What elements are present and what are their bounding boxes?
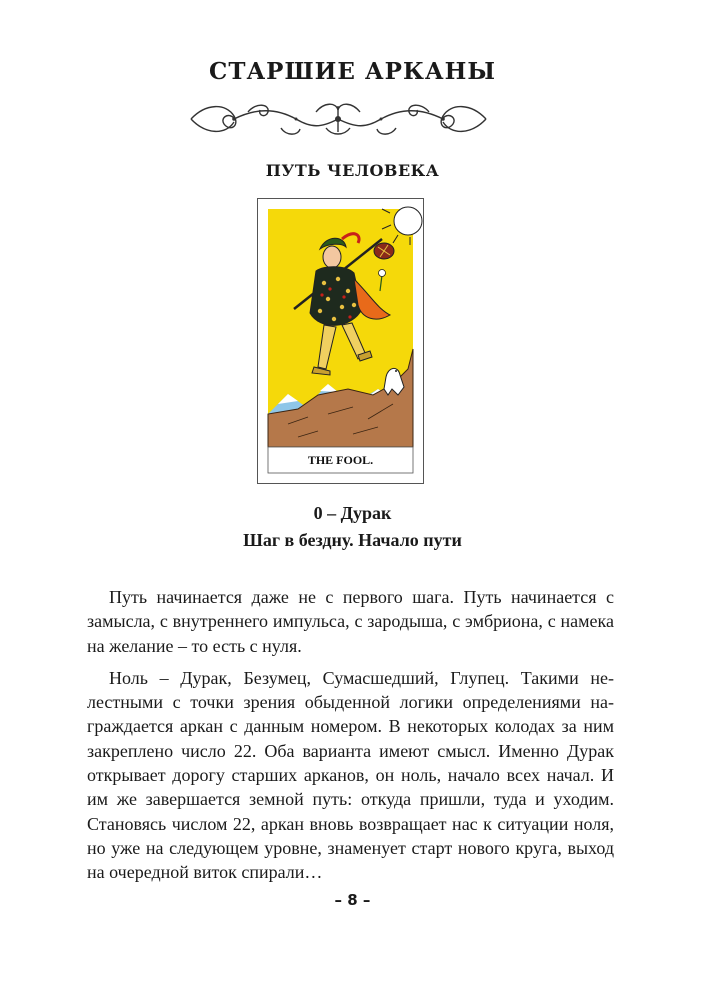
card-subtitle: Шаг в бездну. Начало пути: [243, 530, 462, 550]
body-text: [87, 585, 614, 893]
section-title: ПУТЬ ЧЕЛОВЕКА: [265, 161, 440, 180]
bundle-icon: [374, 243, 394, 259]
page-number: – 8 –: [334, 891, 371, 909]
card-label: THE FOOL.: [307, 453, 374, 467]
tarot-card: [257, 198, 424, 484]
chapter-title: СТАРШИЕ АРКАНЫ: [209, 58, 496, 85]
card-number-title: 0 – Дурак: [313, 503, 392, 523]
fool-card-illustration: [258, 199, 423, 483]
paragraph: Путь начинается даже не с первого шага. Путь начинается с замысла, с внутреннего импульса, с зародыша, с эмбриона, с намека на желание – то есть с нуля.: [87, 587, 614, 656]
paragraph: Ноль – Дурак, Безумец, Сумасшедший, Глупец. Такими нелестными с точки зрения обыденной логики определениями награждается аркан с данным номером. В некоторых колодах за ним закреплено число 22. Оба варианта имеют смысл. Именно Дурак открывает дорогу старших арканов, он ноль, начало всех начал. И им же завершается земной путь: откуда пришли, туда и уходим. Становясь числом 22, аркан вновь возвращает нас к ситуации ноля, но уже на следующем уровне, знаменует старт нового круга, выход на очередной виток спирали…: [87, 667, 614, 883]
ornament-divider: [186, 98, 491, 140]
